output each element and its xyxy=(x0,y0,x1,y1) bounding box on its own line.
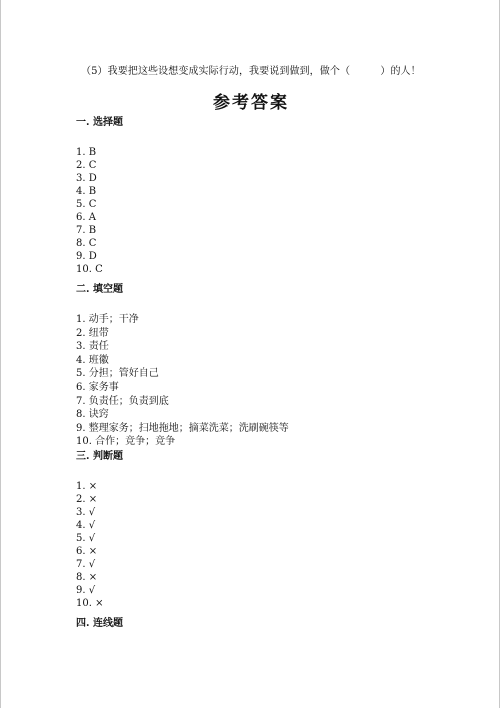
section-multiple-choice xyxy=(76,116,123,276)
answer-item: 5. √ xyxy=(76,533,96,544)
answer-list xyxy=(76,146,123,276)
answer-item: 9. √ xyxy=(76,585,96,596)
section-true-false xyxy=(76,450,123,610)
answer-item: 8. × xyxy=(76,572,98,583)
answer-item: 1. B xyxy=(76,147,97,158)
answer-item: 4. B xyxy=(76,186,97,197)
answer-item: 4. 班徽 xyxy=(76,354,109,366)
answer-item: 7. √ xyxy=(76,559,96,570)
section-heading: 二. 填空题 xyxy=(76,284,123,295)
answer-item: 7. 负责任；负责到底 xyxy=(76,395,169,407)
answer-item: 3. 责任 xyxy=(76,341,109,353)
answer-item: 3. √ xyxy=(76,507,96,518)
answer-item: 10. × xyxy=(76,598,104,609)
answer-item: 1. × xyxy=(76,481,98,492)
answer-item: 1. 动手；干净 xyxy=(76,314,139,325)
answer-item: 4. √ xyxy=(76,520,96,531)
answer-item: 8. 诀窍 xyxy=(76,409,109,421)
answer-item: 2. 纽带 xyxy=(76,327,109,339)
answer-item: 3. D xyxy=(76,173,97,184)
section-heading: 一. 选择题 xyxy=(76,117,123,128)
answer-item: 5. C xyxy=(76,199,97,210)
answer-item: 6. A xyxy=(76,212,96,223)
question-5-line: （5）我要把这些设想变成实际行动，我要说到做到，做个（ ）的人！ xyxy=(81,66,421,77)
answer-item: 9. 整理家务；扫地拖地；摘菜洗菜；洗刷碗筷等 xyxy=(76,422,289,434)
answer-list xyxy=(76,480,123,610)
answer-item: 7. B xyxy=(76,225,97,236)
answer-item: 5. 分担；管好自己 xyxy=(76,368,159,380)
answer-item: 2. C xyxy=(76,160,97,171)
section-matching xyxy=(76,617,123,631)
answer-item: 10. 合作；竞争；竞争 xyxy=(76,436,176,448)
section-heading: 三. 判断题 xyxy=(76,451,123,462)
section-heading: 四. 连线题 xyxy=(76,618,123,629)
answer-item: 2. × xyxy=(76,494,98,505)
answer-item: 9. D xyxy=(76,251,97,262)
section-fill-in-blank xyxy=(76,283,289,449)
page-title: 参考答案 xyxy=(213,93,289,113)
answer-item: 8. C xyxy=(76,238,97,249)
answer-item: 10. C xyxy=(76,264,103,275)
answer-item: 6. 家务事 xyxy=(76,381,119,393)
answer-item: 6. × xyxy=(76,546,98,557)
answer-list xyxy=(76,313,289,449)
